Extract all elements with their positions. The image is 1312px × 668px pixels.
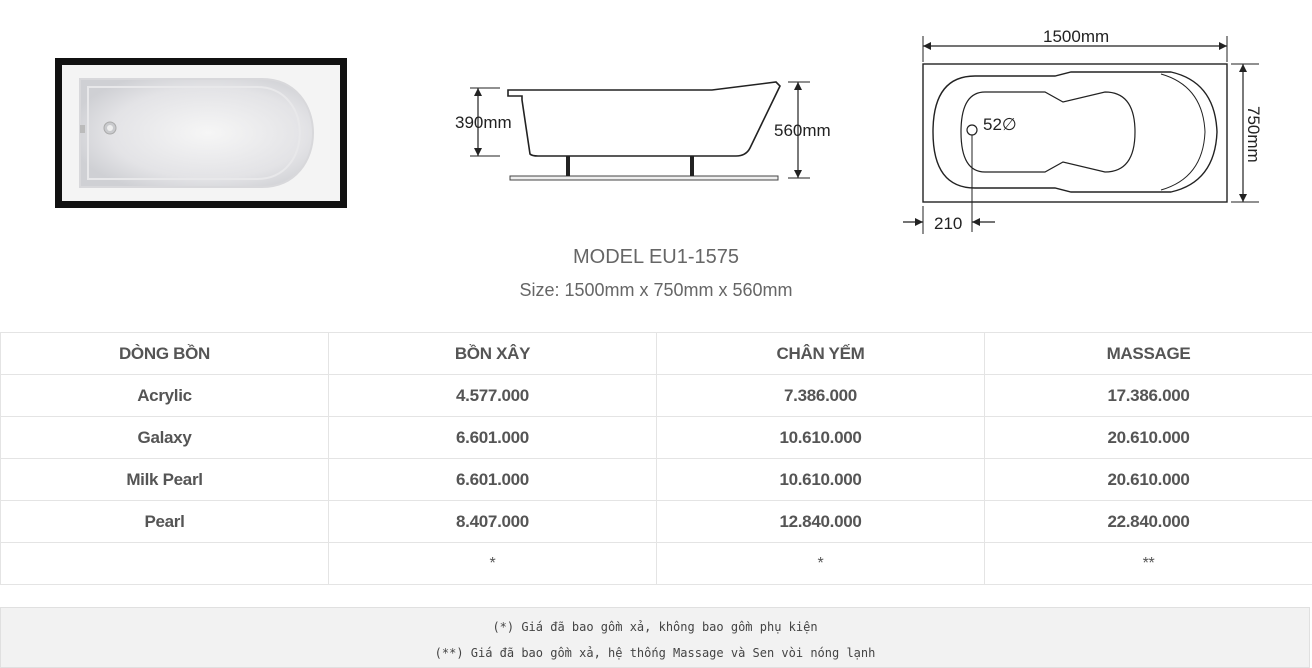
note-single-star: (*) Giá đã bao gồm xả, không bao gồm phụ kiện — [492, 620, 818, 634]
drain-label: 52∅ — [983, 115, 1017, 134]
series-name: Pearl — [1, 501, 329, 543]
price-massage: 20.610.000 — [985, 417, 1312, 459]
note-double-star: (**) Giá đã bao gồm xả, hệ thống Massage và Sen vòi nóng lạnh — [434, 646, 876, 660]
length-label: 1500mm — [1043, 27, 1110, 46]
price-massage: 20.610.000 — [985, 459, 1312, 501]
price-apron: 10.610.000 — [657, 459, 985, 501]
plan-view-drawing — [895, 22, 1275, 243]
price-built-in: 8.407.000 — [329, 501, 657, 543]
series-name: Galaxy — [1, 417, 329, 459]
model-size: Size: 1500mm x 750mm x 560mm — [519, 280, 793, 300]
drain-offset-label: 210 — [934, 214, 963, 233]
price-massage: 22.840.000 — [985, 501, 1312, 543]
price-built-in: 6.601.000 — [329, 417, 657, 459]
series-name: Milk Pearl — [1, 459, 329, 501]
footnote-empty — [1, 543, 329, 585]
footnote-row — [1, 543, 1312, 585]
header-built-in: BỒN XÂY — [329, 333, 657, 375]
price-notes — [0, 607, 1310, 668]
price-massage: 17.386.000 — [985, 375, 1312, 417]
header-massage: MASSAGE — [985, 333, 1312, 375]
footnote-built-in: * — [329, 543, 657, 585]
price-built-in: 6.601.000 — [329, 459, 657, 501]
header-series: DÒNG BỒN — [1, 333, 329, 375]
table-header-row — [1, 333, 1312, 375]
table-row — [1, 417, 1312, 459]
table-row — [1, 375, 1312, 417]
width-label: 750mm — [1244, 106, 1263, 163]
price-built-in: 4.577.000 — [329, 375, 657, 417]
price-table — [0, 332, 1312, 585]
price-apron: 10.610.000 — [657, 417, 985, 459]
header-apron: CHÂN YẾM — [657, 333, 985, 375]
model-title: MODEL EU1-1575 — [573, 246, 739, 268]
price-apron: 12.840.000 — [657, 501, 985, 543]
footnote-apron: * — [657, 543, 985, 585]
table-row — [1, 459, 1312, 501]
series-name: Acrylic — [1, 375, 329, 417]
product-images — [0, 0, 1312, 250]
bathtub-photo — [55, 58, 347, 208]
footnote-massage: ** — [985, 543, 1312, 585]
right-height-label: 560mm — [774, 121, 831, 140]
left-height-label: 390mm — [455, 113, 512, 132]
table-row — [1, 501, 1312, 543]
side-view-drawing — [450, 70, 850, 195]
price-apron: 7.386.000 — [657, 375, 985, 417]
